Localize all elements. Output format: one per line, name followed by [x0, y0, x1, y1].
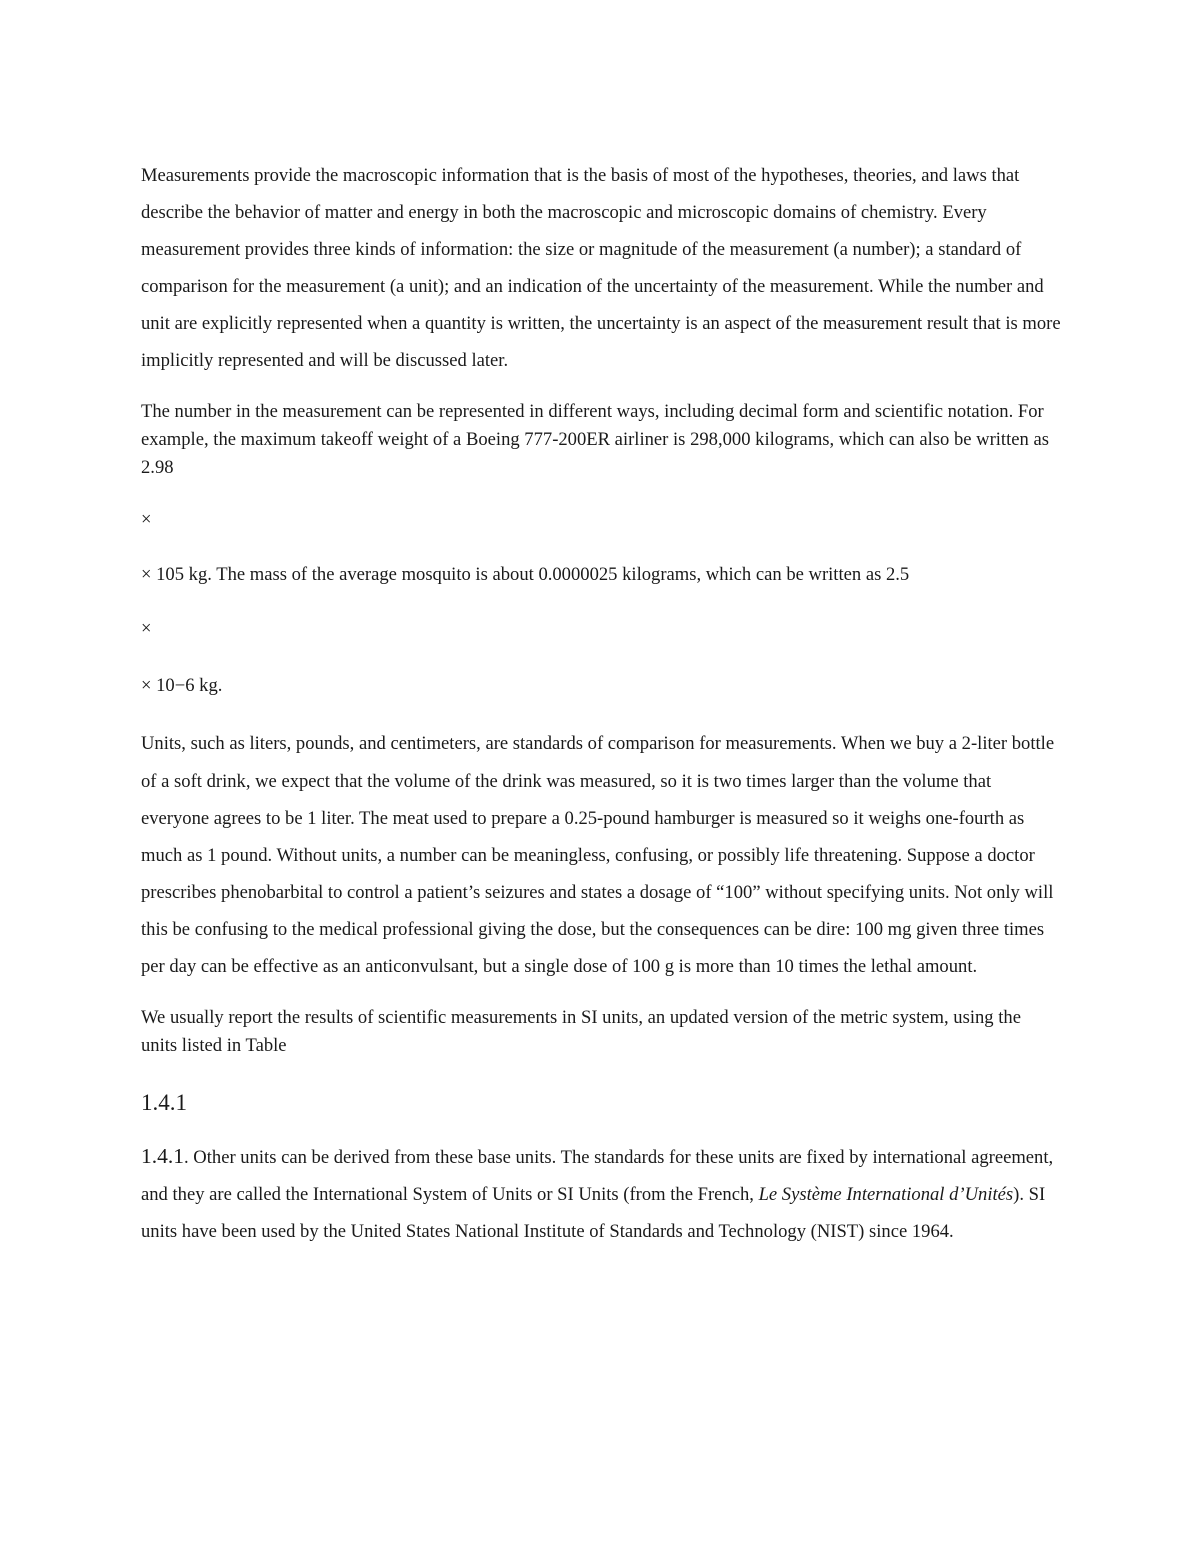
times-symbol: ×: [141, 509, 152, 531]
paragraph-mosquito-mass: × 105 kg. The mass of the average mosquito is about 0.0000025 kilograms, which can be written as 2.5: [141, 564, 910, 586]
paragraph-units-comparison: Units, such as liters, pounds, and centimeters, are standards of comparison for measurements. When we buy a 2-liter bottle of a soft drink, we expect that the volume of the drink was measured, so it is two times larger than the volume that everyone agrees to be 1 liter. The meat used to prepare a 0.25-pound hamburger is measured so it weighs one-fourth as much as 1 pound. Without units, a number can be meaningless, confusing, or possibly life threatening. Suppose a doctor prescribes phenobarbital to control a patient’s seizures and states a dosage of “100” without specifying units. Not only will this be confusing to the medical professional giving the dose, but the consequences can be dire: 100 mg given three times per day can be effective as an anticonvulsant, but a single dose of 100 g is more than 10 times the lethal amount.: [141, 733, 1055, 978]
times-symbol: ×: [141, 618, 152, 640]
document-page: [141, 157, 1061, 1250]
paragraph-text: ). SI units have been used by the United States National Institute of Standards and Technology (NIST) since 1964.: [141, 1183, 1046, 1242]
paragraph-scientific-exponent: × 10−6 kg.: [141, 675, 223, 697]
french-name-italic: Le Système International d’Unités: [758, 1183, 1014, 1205]
paragraph-number-representation: The number in the measurement can be represented in different ways, including decimal form and scientific notation. For example, the maximum takeoff weight of a Boeing 777-200ER airliner is 298,000 kilograms, which can also be written as 2.98: [141, 400, 1049, 479]
table-reference-heading: 1.4.1: [141, 1089, 187, 1115]
paragraph-text: . Other units can be derived from these base units. The standards for these units are fixed by international agreement, and they are called the International System of Units or SI Units (from the French,: [141, 1146, 1054, 1205]
table-reference-label: 1.4.1: [141, 1143, 184, 1168]
paragraph-measurements-intro: Measurements provide the macroscopic information that is the basis of most of the hypotheses, theories, and laws that describe the behavior of matter and energy in both the macroscopic and microscopic domains of chemistry. Every measurement provides three kinds of information: the size or magnitude of the measurement (a number); a standard of comparison for the measurement (a unit); and an indication of the uncertainty of the measurement. While the number and unit are explicitly represented when a quantity is written, the uncertainty is an aspect of the measurement result that is more implicitly represented and will be discussed later.: [141, 165, 1061, 372]
paragraph-si-units: We usually report the results of scientific measurements in SI units, an updated version of the metric system, using the units listed in Table: [141, 1007, 1021, 1057]
paragraph-si-definition: [141, 1138, 1061, 1250]
